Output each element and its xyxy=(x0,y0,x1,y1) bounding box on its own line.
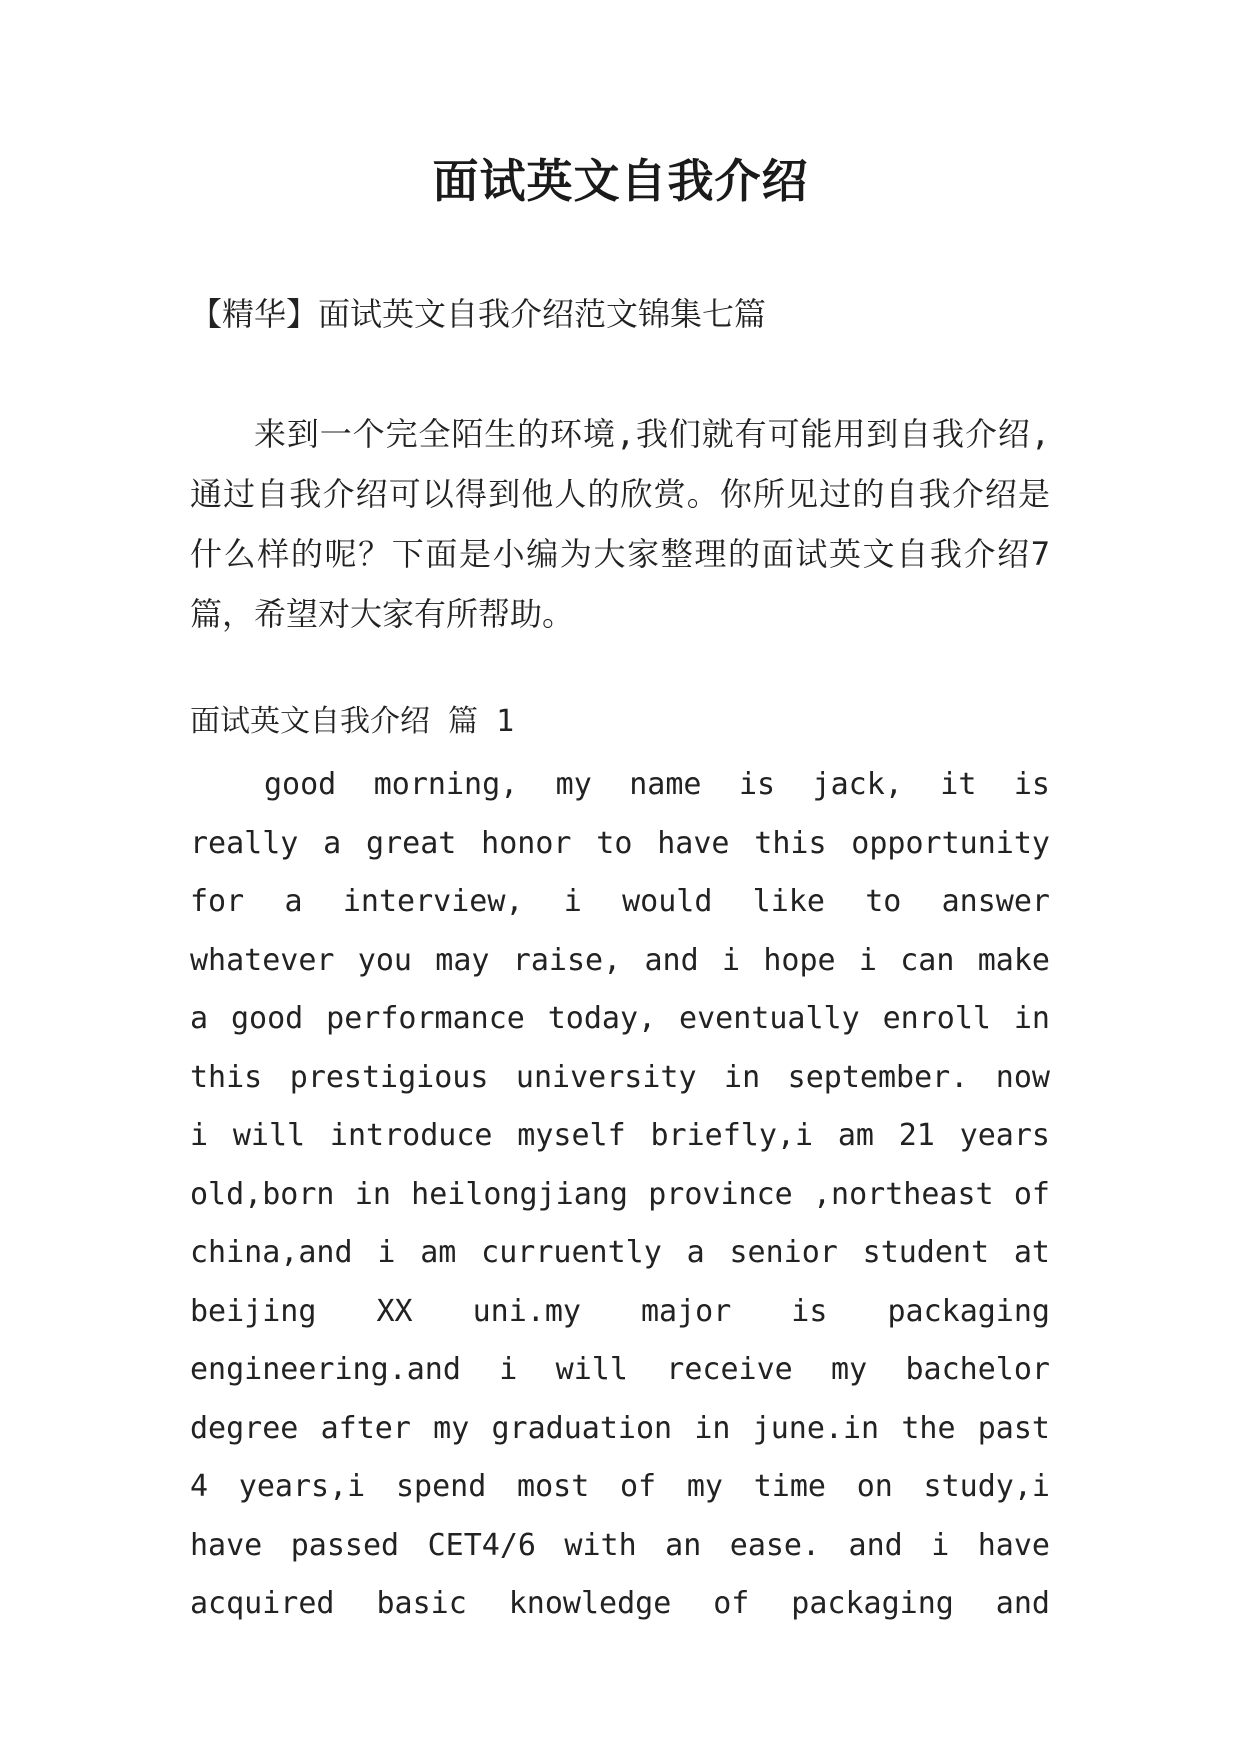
english-body-paragraph: good morning, my name is jack, it is really a great honor to have this opportunity for a interview, i would like to answer whatever you may raise, and i hope i can make a good performance today, eventually enroll in this prestigious university in september. now i will introduce myself briefly,i am 21 years old,born in heilongjiang province ,northeast of china,and i am curruently a senior student at beijing XX uni.my major is packaging engineering.and i will receive my bachelor degree after my graduation in june.in the past 4 years,i spend most of my time on study,i have passed CET4/6 with an ease. and i have acquired basic knowledge of packaging and xyxy=(190,767,1050,1621)
section-heading: 面试英文自我介绍 篇 1 xyxy=(190,704,515,739)
document-subtitle: 【精华】面试英文自我介绍范文锦集七篇 xyxy=(190,295,767,333)
intro-paragraph: 来到一个完全陌生的环境,我们就有可能用到自我介绍,通过自我介绍可以得到他人的欣赏。你所见过的自我介绍是什么样的呢？下面是小编为大家整理的面试英文自我介绍7篇，希望对大家有所帮助。 xyxy=(190,415,1050,633)
page-title: 面试英文自我介绍 xyxy=(432,154,809,208)
